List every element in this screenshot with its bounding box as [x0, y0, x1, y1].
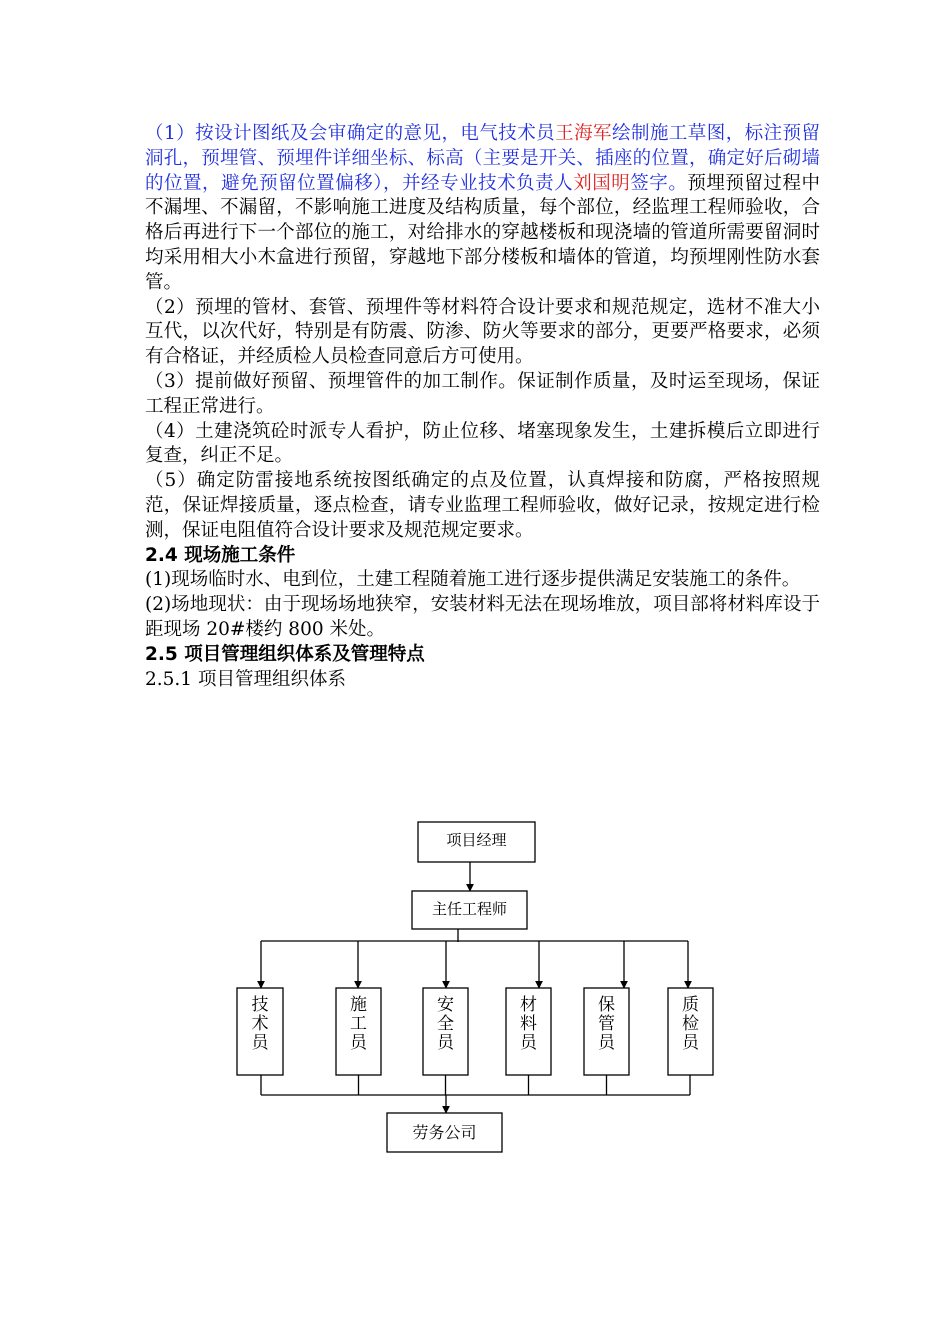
person-name-2: 刘国明	[573, 172, 631, 194]
subsection-heading-2-5-1: 2.5.1 项目管理组织体系	[145, 668, 346, 690]
paragraph-2: （2）预埋的管材、套管、预埋件等材料符合设计要求和规范规定，选材不准大小互代，以次代好，特别是有防震、防渗、防火等要求的部分，更要严格要求，必须有合格证，并经质检人员检查同意后方可使用。	[145, 296, 820, 368]
org-label-safety-officer-char-2: 全	[437, 1014, 454, 1034]
condition-1: (1)现场临时水、电到位，土建工程随着施工进行逐步提供满足安装施工的条件。	[145, 569, 801, 591]
org-label-custodian-char-2: 管	[598, 1014, 615, 1034]
paragraph-1-part-4: 预埋预留过程中不漏埋、不漏留，不影响施工进度及结构质量，每个部位，经监理工程师验收，合格后再进行下一个部位的施工，对给排水的穿越楼板和现浇墙的管道所需要留洞时均采用相大小木盒进行预留，穿越地下部分楼板和墙体的管道，均预埋刚性防水套管。	[145, 172, 820, 293]
section-heading-2-5: 2.5 项目管理组织体系及管理特点	[145, 643, 425, 665]
org-label-materials-officer-char-2: 料	[520, 1014, 537, 1034]
org-label-technician-char-1: 技	[251, 995, 269, 1015]
org-label-quality-inspector-char-1: 质	[682, 995, 699, 1015]
section-heading-2-4: 2.4 现场施工条件	[145, 544, 296, 566]
org-label-labor-company: 劳务公司	[412, 1123, 477, 1142]
org-label-custodian-char-3: 员	[598, 1033, 615, 1053]
org-label-construction-worker-char-2: 工	[350, 1014, 367, 1034]
role-boxes	[237, 941, 713, 1095]
org-label-construction-worker-char-3: 员	[350, 1033, 367, 1053]
org-label-quality-inspector-char-2: 检	[682, 1014, 699, 1034]
org-label-materials-officer-char-1: 材	[520, 995, 537, 1015]
org-label-chief-engineer: 主任工程师	[431, 900, 508, 918]
person-name-1: 王海军	[555, 123, 612, 144]
org-label-quality-inspector-char-3: 员	[682, 1033, 699, 1053]
org-label-safety-officer-char-3: 员	[437, 1033, 454, 1053]
org-label-custodian-char-1: 保	[598, 995, 615, 1015]
org-label-project-manager: 项目经理	[446, 831, 507, 849]
paragraph-1-part-1: （1）按设计图纸及会审确定的意见，电气技术员	[145, 123, 556, 144]
paragraph-5: （5）确定防雷接地系统按图纸确定的点及位置，认真焊接和防腐，严格按照规范，保证焊接质量，逐点检查，请专业监理工程师验收，做好记录，按规定进行检测，保证电阻值符合设计要求及规范规定要求。	[145, 470, 820, 541]
paragraph-4: （4）土建浇筑砼时派专人看护，防止位移、堵塞现象发生，土建拆模后立即进行复查，纠正不足。	[145, 420, 820, 467]
org-label-technician-char-3: 员	[251, 1033, 269, 1053]
paragraph-1-part-2: 绘制施工草图，标注预留洞孔，预埋管、预埋件详细坐标、标高（主要是开关、插座的位置，确定好后砌墙的位置，避免预留位置偏移），并经专业技术负责人	[145, 123, 820, 194]
org-label-construction-worker-char-1: 施	[350, 995, 367, 1015]
org-label-materials-officer-char-3: 员	[520, 1033, 537, 1053]
org-label-technician-char-2: 术	[251, 1014, 269, 1034]
condition-2: (2)场地现状：由于现场场地狭窄，安装材料无法在现场堆放，项目部将材料库设于距现场 20#楼约 800 米处。	[145, 594, 820, 640]
org-label-safety-officer-char-1: 安	[437, 995, 454, 1015]
paragraph-1-part-3: 签字。	[630, 172, 688, 194]
paragraph-3: （3）提前做好预留、预埋管件的加工制作。保证制作质量，及时运至现场，保证工程正常进行。	[145, 370, 820, 417]
